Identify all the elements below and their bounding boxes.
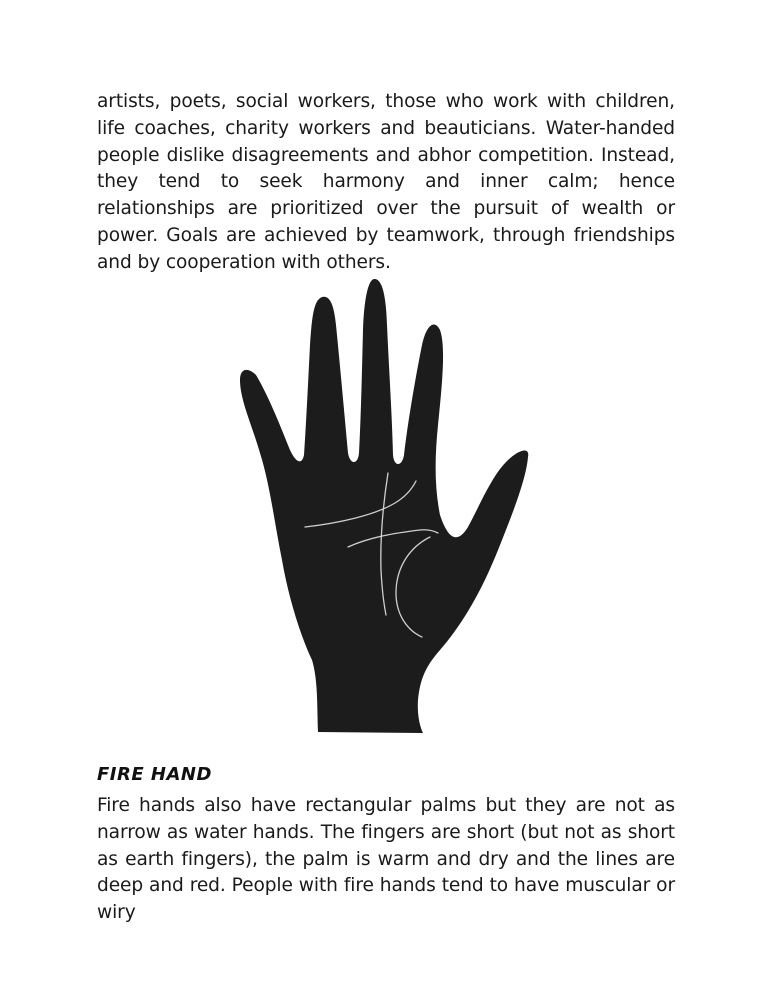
fire-hand-heading: FIRE HAND (97, 764, 212, 785)
palm-hand-illustration (230, 275, 530, 735)
fire-hand-paragraph: Fire hands also have rectangular palms but they are not as narrow as water hands. The fingers are short (but not as short as earth fingers), the palm is warm and dry and the lines are deep and red. People with fire hands tend to have muscular or wiry (97, 795, 675, 924)
intro-paragraph: artists, poets, social workers, those who work with children, life coaches, charity workers and beauticians. Water-handed people dislike disagreements and abhor competition. Instead, they tend to seek harmony and inner calm; hence relationships are prioritized over the pursuit of wealth or power. Goals are achieved by teamwork, through friendships and by cooperation with others. (97, 91, 675, 273)
